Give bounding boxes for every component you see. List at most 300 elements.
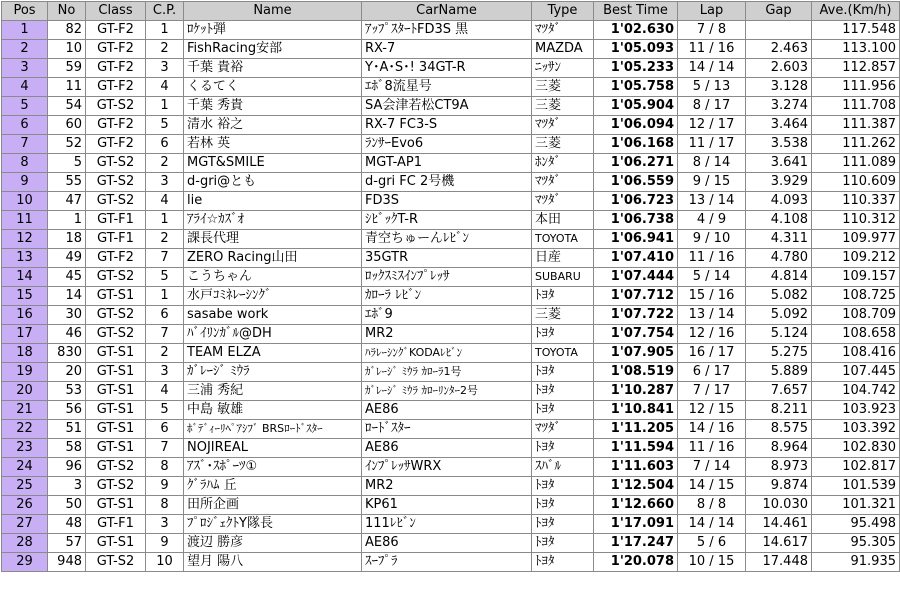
cell-carname: AE86 <box>362 439 532 458</box>
table-row <box>2 135 900 154</box>
cell-lap: 5 / 13 <box>678 78 746 97</box>
cell-gap: 9.874 <box>746 477 812 496</box>
cell-no: 11 <box>48 78 86 97</box>
cell-lap: 8 / 17 <box>678 97 746 116</box>
cell-name: sasabe work <box>184 306 362 325</box>
cell-best-time: 1'11.594 <box>594 439 678 458</box>
cell-best-time: 1'17.247 <box>594 534 678 553</box>
cell-cp: 7 <box>146 325 184 344</box>
cell-class: GT-S1 <box>86 534 146 553</box>
cell-ave: 110.312 <box>812 211 900 230</box>
cell-ave: 112.857 <box>812 59 900 78</box>
cell-type: ﾎﾝﾀﾞ <box>532 154 594 173</box>
cell-cp: 2 <box>146 40 184 59</box>
cell-pos: 18 <box>2 344 48 363</box>
cell-pos: 3 <box>2 59 48 78</box>
cell-type: 三菱 <box>532 78 594 97</box>
table-row <box>2 192 900 211</box>
cell-class: GT-S2 <box>86 553 146 572</box>
cell-best-time: 1'07.722 <box>594 306 678 325</box>
cell-no: 10 <box>48 40 86 59</box>
cell-pos: 26 <box>2 496 48 515</box>
cell-no: 96 <box>48 458 86 477</box>
cell-best-time: 1'11.603 <box>594 458 678 477</box>
cell-cp: 1 <box>146 97 184 116</box>
cell-class: GT-S1 <box>86 382 146 401</box>
cell-ave: 95.305 <box>812 534 900 553</box>
cell-gap: 4.108 <box>746 211 812 230</box>
cell-name: ZERO Racing山田 <box>184 249 362 268</box>
cell-cp: 3 <box>146 363 184 382</box>
cell-gap: 7.657 <box>746 382 812 401</box>
cell-best-time: 1'10.841 <box>594 401 678 420</box>
cell-cp: 5 <box>146 116 184 135</box>
cell-lap: 12 / 17 <box>678 116 746 135</box>
cell-cp: 7 <box>146 439 184 458</box>
cell-best-time: 1'06.738 <box>594 211 678 230</box>
cell-ave: 109.977 <box>812 230 900 249</box>
cell-gap: 2.463 <box>746 40 812 59</box>
cell-carname: d-gri FC 2号機 <box>362 173 532 192</box>
cell-lap: 6 / 17 <box>678 363 746 382</box>
table-row <box>2 496 900 515</box>
cell-name: ﾌﾟﾛｼﾞｪｸﾄY隊長 <box>184 515 362 534</box>
cell-cp: 2 <box>146 230 184 249</box>
cell-best-time: 1'06.941 <box>594 230 678 249</box>
cell-pos: 27 <box>2 515 48 534</box>
cell-lap: 13 / 14 <box>678 192 746 211</box>
cell-gap: 5.275 <box>746 344 812 363</box>
cell-name: 田所企画 <box>184 496 362 515</box>
cell-name: ｱｽﾞ･ｽﾎﾟｰﾂ① <box>184 458 362 477</box>
cell-class: GT-S1 <box>86 363 146 382</box>
cell-cp: 1 <box>146 287 184 306</box>
table-row <box>2 401 900 420</box>
cell-best-time: 1'06.723 <box>594 192 678 211</box>
header-cp: C.P. <box>146 2 184 21</box>
cell-type: ﾄﾖﾀ <box>532 325 594 344</box>
cell-no: 14 <box>48 287 86 306</box>
cell-carname: 青空ちゅーんﾚﾋﾞﾝ <box>362 230 532 249</box>
cell-name: 渡辺 勝彦 <box>184 534 362 553</box>
cell-name: ｶﾞﾚｰｼﾞ ﾐｳﾗ <box>184 363 362 382</box>
cell-pos: 20 <box>2 382 48 401</box>
cell-ave: 109.212 <box>812 249 900 268</box>
cell-type: ｽﾊﾞﾙ <box>532 458 594 477</box>
table-row <box>2 173 900 192</box>
cell-gap: 3.128 <box>746 78 812 97</box>
cell-class: GT-S2 <box>86 325 146 344</box>
cell-no: 18 <box>48 230 86 249</box>
cell-cp: 3 <box>146 59 184 78</box>
cell-no: 948 <box>48 553 86 572</box>
cell-cp: 6 <box>146 135 184 154</box>
cell-class: GT-S1 <box>86 287 146 306</box>
cell-cp: 3 <box>146 515 184 534</box>
cell-pos: 22 <box>2 420 48 439</box>
cell-carname: ｴﾎﾞ8流星号 <box>362 78 532 97</box>
cell-lap: 8 / 14 <box>678 154 746 173</box>
cell-no: 49 <box>48 249 86 268</box>
cell-gap: 3.929 <box>746 173 812 192</box>
cell-best-time: 1'11.205 <box>594 420 678 439</box>
cell-best-time: 1'06.271 <box>594 154 678 173</box>
cell-type: ﾏﾂﾀﾞ <box>532 192 594 211</box>
cell-no: 830 <box>48 344 86 363</box>
cell-name: 水戸ｺﾐﾈﾚｰｼﾝｸﾞ <box>184 287 362 306</box>
cell-class: GT-F2 <box>86 59 146 78</box>
table-row <box>2 40 900 59</box>
cell-best-time: 1'06.168 <box>594 135 678 154</box>
cell-best-time: 1'12.660 <box>594 496 678 515</box>
cell-class: GT-S1 <box>86 344 146 363</box>
cell-lap: 5 / 6 <box>678 534 746 553</box>
cell-name: d-gri@とも <box>184 173 362 192</box>
cell-gap: 8.964 <box>746 439 812 458</box>
cell-carname: AE86 <box>362 534 532 553</box>
cell-ave: 95.498 <box>812 515 900 534</box>
cell-name: NOJIREAL <box>184 439 362 458</box>
cell-carname: ｼﾋﾞｯｸT-R <box>362 211 532 230</box>
cell-cp: 1 <box>146 21 184 40</box>
cell-best-time: 1'08.519 <box>594 363 678 382</box>
cell-class: GT-F2 <box>86 116 146 135</box>
header-ave: Ave.(Km/h) <box>812 2 900 21</box>
header-name: Name <box>184 2 362 21</box>
cell-lap: 9 / 15 <box>678 173 746 192</box>
cell-gap: 3.641 <box>746 154 812 173</box>
header-carname: CarName <box>362 2 532 21</box>
cell-carname: ｶﾞﾚｰｼﾞ ﾐｳﾗ ｶﾛｰﾘﾝﾀｰ2号 <box>362 382 532 401</box>
header-lap: Lap <box>678 2 746 21</box>
cell-type: 三菱 <box>532 306 594 325</box>
cell-no: 58 <box>48 439 86 458</box>
cell-pos: 10 <box>2 192 48 211</box>
cell-ave: 108.658 <box>812 325 900 344</box>
cell-no: 5 <box>48 154 86 173</box>
cell-type: SUBARU <box>532 268 594 287</box>
table-row <box>2 21 900 40</box>
cell-carname: FD3S <box>362 192 532 211</box>
cell-carname: ｶﾞﾚｰｼﾞ ﾐｳﾗ ｶﾛｰﾗ1号 <box>362 363 532 382</box>
cell-best-time: 1'10.287 <box>594 382 678 401</box>
table-row <box>2 439 900 458</box>
table-row <box>2 306 900 325</box>
cell-ave: 102.817 <box>812 458 900 477</box>
cell-cp: 7 <box>146 249 184 268</box>
cell-gap: 3.538 <box>746 135 812 154</box>
cell-best-time: 1'07.712 <box>594 287 678 306</box>
cell-type: ﾄﾖﾀ <box>532 363 594 382</box>
table-row <box>2 382 900 401</box>
cell-ave: 110.609 <box>812 173 900 192</box>
cell-pos: 9 <box>2 173 48 192</box>
cell-class: GT-F1 <box>86 515 146 534</box>
cell-name: 千葉 貴裕 <box>184 59 362 78</box>
cell-cp: 9 <box>146 534 184 553</box>
cell-cp: 8 <box>146 458 184 477</box>
cell-type: ﾏﾂﾀﾞ <box>532 116 594 135</box>
cell-ave: 109.157 <box>812 268 900 287</box>
cell-name: こうちゃん <box>184 268 362 287</box>
cell-cp: 9 <box>146 477 184 496</box>
cell-type: ﾄﾖﾀ <box>532 401 594 420</box>
cell-carname: Y･A･S･! 34GT-R <box>362 59 532 78</box>
cell-type: ﾄﾖﾀ <box>532 382 594 401</box>
table-row <box>2 325 900 344</box>
cell-gap: 3.274 <box>746 97 812 116</box>
cell-no: 82 <box>48 21 86 40</box>
table-row <box>2 59 900 78</box>
cell-type: ﾏﾂﾀﾞ <box>532 21 594 40</box>
cell-cp: 4 <box>146 382 184 401</box>
cell-lap: 11 / 16 <box>678 249 746 268</box>
table-row <box>2 268 900 287</box>
cell-no: 55 <box>48 173 86 192</box>
cell-name: 中島 敏雄 <box>184 401 362 420</box>
cell-cp: 10 <box>146 553 184 572</box>
cell-ave: 108.416 <box>812 344 900 363</box>
cell-pos: 14 <box>2 268 48 287</box>
cell-lap: 14 / 14 <box>678 515 746 534</box>
cell-carname: ﾛｯｸｽﾐｽｲﾝﾌﾟﾚｯｻ <box>362 268 532 287</box>
cell-no: 48 <box>48 515 86 534</box>
cell-ave: 111.956 <box>812 78 900 97</box>
header-gap: Gap <box>746 2 812 21</box>
cell-lap: 14 / 15 <box>678 477 746 496</box>
table-row <box>2 249 900 268</box>
header-class: Class <box>86 2 146 21</box>
cell-class: GT-F1 <box>86 211 146 230</box>
cell-gap: 5.124 <box>746 325 812 344</box>
cell-carname: RX-7 FC3-S <box>362 116 532 135</box>
cell-type: ﾄﾖﾀ <box>532 477 594 496</box>
cell-no: 50 <box>48 496 86 515</box>
cell-best-time: 1'20.078 <box>594 553 678 572</box>
cell-ave: 111.387 <box>812 116 900 135</box>
cell-type: ﾄﾖﾀ <box>532 515 594 534</box>
cell-cp: 2 <box>146 154 184 173</box>
cell-type: ﾄﾖﾀ <box>532 287 594 306</box>
cell-lap: 11 / 17 <box>678 135 746 154</box>
cell-no: 45 <box>48 268 86 287</box>
cell-lap: 4 / 9 <box>678 211 746 230</box>
cell-class: GT-F2 <box>86 40 146 59</box>
cell-gap: 4.311 <box>746 230 812 249</box>
table-row <box>2 420 900 439</box>
cell-best-time: 1'06.094 <box>594 116 678 135</box>
cell-best-time: 1'12.504 <box>594 477 678 496</box>
cell-lap: 9 / 10 <box>678 230 746 249</box>
cell-class: GT-S2 <box>86 458 146 477</box>
table-row <box>2 287 900 306</box>
table-row <box>2 458 900 477</box>
cell-lap: 11 / 16 <box>678 439 746 458</box>
cell-pos: 23 <box>2 439 48 458</box>
table-row <box>2 363 900 382</box>
cell-ave: 101.321 <box>812 496 900 515</box>
cell-type: ﾄﾖﾀ <box>532 553 594 572</box>
cell-ave: 111.708 <box>812 97 900 116</box>
cell-cp: 4 <box>146 192 184 211</box>
cell-name: TEAM ELZA <box>184 344 362 363</box>
cell-cp: 6 <box>146 306 184 325</box>
header-no: No <box>48 2 86 21</box>
cell-lap: 13 / 14 <box>678 306 746 325</box>
cell-type: ﾄﾖﾀ <box>532 439 594 458</box>
cell-no: 59 <box>48 59 86 78</box>
cell-no: 54 <box>48 97 86 116</box>
cell-best-time: 1'07.754 <box>594 325 678 344</box>
cell-class: GT-F2 <box>86 78 146 97</box>
cell-type: 本田 <box>532 211 594 230</box>
table-row <box>2 78 900 97</box>
cell-type: ﾄﾖﾀ <box>532 534 594 553</box>
cell-carname: ｱｯﾌﾟｽﾀｰﾄFD3S 黒 <box>362 21 532 40</box>
cell-lap: 7 / 17 <box>678 382 746 401</box>
cell-class: GT-S2 <box>86 173 146 192</box>
cell-class: GT-F2 <box>86 135 146 154</box>
cell-no: 3 <box>48 477 86 496</box>
table-row <box>2 534 900 553</box>
cell-pos: 5 <box>2 97 48 116</box>
cell-no: 56 <box>48 401 86 420</box>
cell-cp: 5 <box>146 401 184 420</box>
cell-type: MAZDA <box>532 40 594 59</box>
cell-carname: ﾗﾝｻｰEvo6 <box>362 135 532 154</box>
cell-name: MGT&SMILE <box>184 154 362 173</box>
cell-pos: 6 <box>2 116 48 135</box>
cell-name: ﾊﾞｲﾘﾝｶﾞﾙ@DH <box>184 325 362 344</box>
cell-carname: MR2 <box>362 325 532 344</box>
cell-gap: 8.211 <box>746 401 812 420</box>
cell-no: 51 <box>48 420 86 439</box>
results-table <box>1 1 900 572</box>
cell-no: 46 <box>48 325 86 344</box>
cell-carname: ｲﾝﾌﾟﾚｯｻWRX <box>362 458 532 477</box>
cell-name: FishRacing安部 <box>184 40 362 59</box>
cell-lap: 8 / 8 <box>678 496 746 515</box>
cell-gap: 2.603 <box>746 59 812 78</box>
cell-carname: 111ﾚﾋﾞﾝ <box>362 515 532 534</box>
cell-pos: 17 <box>2 325 48 344</box>
cell-pos: 7 <box>2 135 48 154</box>
cell-no: 57 <box>48 534 86 553</box>
cell-type: 三菱 <box>532 135 594 154</box>
cell-type: TOYOTA <box>532 344 594 363</box>
cell-ave: 111.089 <box>812 154 900 173</box>
cell-type: 日産 <box>532 249 594 268</box>
cell-ave: 117.548 <box>812 21 900 40</box>
cell-lap: 14 / 14 <box>678 59 746 78</box>
cell-ave: 103.923 <box>812 401 900 420</box>
cell-best-time: 1'05.093 <box>594 40 678 59</box>
table-row <box>2 154 900 173</box>
cell-type: ﾏﾂﾀﾞ <box>532 420 594 439</box>
cell-name: ｱﾗｲ☆ｶｽﾞｵ <box>184 211 362 230</box>
cell-gap: 5.092 <box>746 306 812 325</box>
cell-pos: 8 <box>2 154 48 173</box>
cell-carname: ｴﾎﾞ9 <box>362 306 532 325</box>
cell-gap: 4.780 <box>746 249 812 268</box>
cell-no: 20 <box>48 363 86 382</box>
cell-gap: 5.082 <box>746 287 812 306</box>
cell-class: GT-S2 <box>86 154 146 173</box>
cell-name: 清水 裕之 <box>184 116 362 135</box>
cell-pos: 25 <box>2 477 48 496</box>
cell-pos: 21 <box>2 401 48 420</box>
cell-cp: 4 <box>146 78 184 97</box>
cell-type: ﾆｯｻﾝ <box>532 59 594 78</box>
table-row <box>2 211 900 230</box>
cell-carname: ｽｰﾌﾟﾗ <box>362 553 532 572</box>
table-row <box>2 477 900 496</box>
cell-cp: 2 <box>146 344 184 363</box>
cell-no: 30 <box>48 306 86 325</box>
cell-pos: 1 <box>2 21 48 40</box>
cell-ave: 103.392 <box>812 420 900 439</box>
cell-ave: 110.337 <box>812 192 900 211</box>
cell-class: GT-S2 <box>86 97 146 116</box>
cell-gap: 14.461 <box>746 515 812 534</box>
cell-best-time: 1'06.559 <box>594 173 678 192</box>
cell-gap: 8.973 <box>746 458 812 477</box>
cell-lap: 16 / 17 <box>678 344 746 363</box>
cell-gap: 4.814 <box>746 268 812 287</box>
cell-type: ﾏﾂﾀﾞ <box>532 173 594 192</box>
cell-gap: 4.093 <box>746 192 812 211</box>
cell-lap: 7 / 14 <box>678 458 746 477</box>
cell-pos: 24 <box>2 458 48 477</box>
cell-class: GT-F2 <box>86 21 146 40</box>
cell-class: GT-S2 <box>86 268 146 287</box>
cell-best-time: 1'17.091 <box>594 515 678 534</box>
table-row <box>2 116 900 135</box>
cell-lap: 15 / 16 <box>678 287 746 306</box>
cell-gap: 10.030 <box>746 496 812 515</box>
cell-pos: 2 <box>2 40 48 59</box>
cell-class: GT-S2 <box>86 192 146 211</box>
cell-pos: 11 <box>2 211 48 230</box>
cell-ave: 91.935 <box>812 553 900 572</box>
cell-no: 1 <box>48 211 86 230</box>
cell-no: 60 <box>48 116 86 135</box>
cell-class: GT-S1 <box>86 401 146 420</box>
header-pos: Pos <box>2 2 48 21</box>
cell-class: GT-F2 <box>86 249 146 268</box>
cell-class: GT-S2 <box>86 477 146 496</box>
cell-best-time: 1'05.758 <box>594 78 678 97</box>
cell-cp: 1 <box>146 211 184 230</box>
cell-name: 望月 陽八 <box>184 553 362 572</box>
cell-ave: 101.539 <box>812 477 900 496</box>
cell-pos: 15 <box>2 287 48 306</box>
table-row <box>2 515 900 534</box>
cell-lap: 7 / 8 <box>678 21 746 40</box>
cell-carname: SA会津若松CT9A <box>362 97 532 116</box>
cell-class: GT-S2 <box>86 306 146 325</box>
cell-pos: 28 <box>2 534 48 553</box>
cell-ave: 104.742 <box>812 382 900 401</box>
cell-carname: ｶﾛｰﾗ ﾚﾋﾞﾝ <box>362 287 532 306</box>
cell-best-time: 1'07.410 <box>594 249 678 268</box>
header-best-time: Best Time <box>594 2 678 21</box>
cell-name: 三浦 秀紀 <box>184 382 362 401</box>
cell-name: 課長代理 <box>184 230 362 249</box>
cell-class: GT-S1 <box>86 496 146 515</box>
cell-carname: MR2 <box>362 477 532 496</box>
cell-gap: 5.889 <box>746 363 812 382</box>
